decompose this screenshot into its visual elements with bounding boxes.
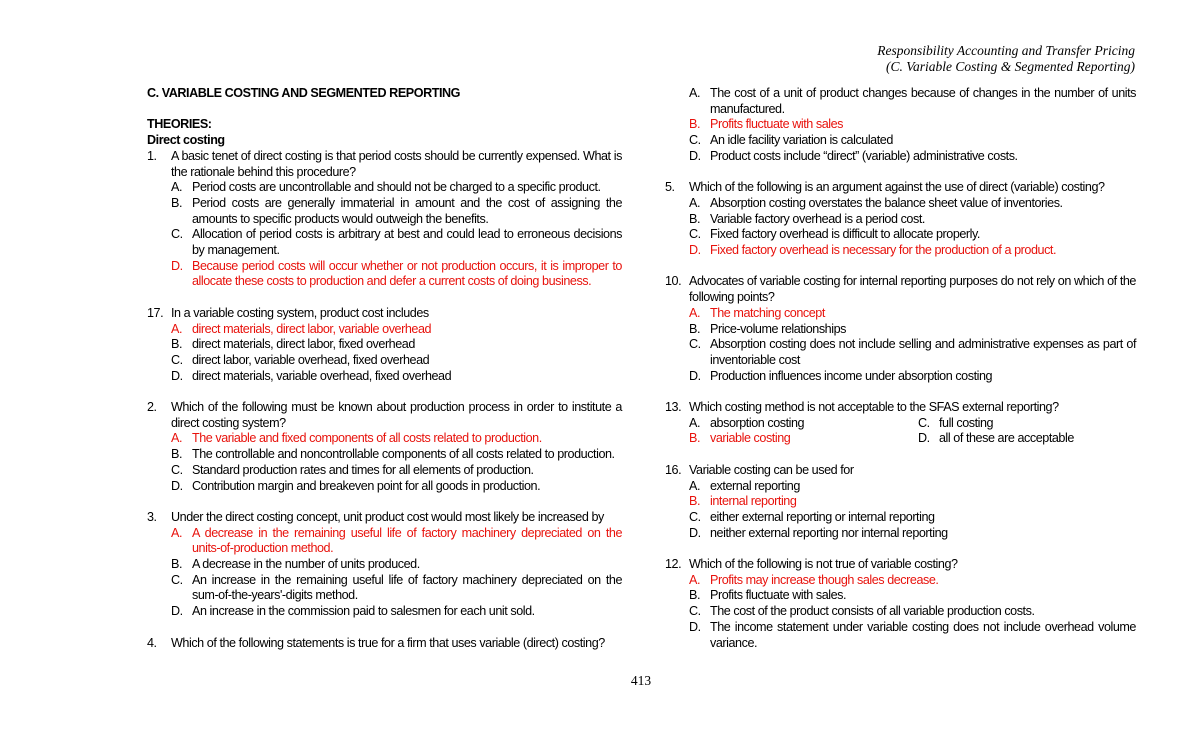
option-text: An increase in the remaining useful life of factory machinery depreciated on the sum-of-the-years'-digits method. xyxy=(192,572,622,603)
option-a-answer xyxy=(665,573,1136,589)
option-b xyxy=(147,447,622,463)
option-letter: C. xyxy=(689,509,701,524)
option-text: direct labor, variable overhead, fixed overhead xyxy=(192,352,430,367)
option-text: Because period costs will occur whether or not production occurs, it is improper to allocate these costs to production and defer a current costs of doing business. xyxy=(192,258,622,289)
question-3 xyxy=(147,510,622,620)
option-letter: D. xyxy=(171,258,183,273)
question-stem xyxy=(665,400,1136,416)
option-d xyxy=(147,604,622,620)
question-text: Which of the following is an argument against the use of direct (variable) costing? xyxy=(689,180,1105,195)
option-b xyxy=(665,322,1136,338)
option-letter: B. xyxy=(171,337,182,352)
option-letter: C. xyxy=(171,462,183,477)
question-stem xyxy=(147,400,622,431)
option-d xyxy=(665,620,1136,651)
option-text: Profits fluctuate with sales. xyxy=(710,588,847,603)
option-letter: A. xyxy=(171,431,182,446)
option-text: The income statement under variable costing does not include overhead volume variance. xyxy=(710,619,1136,650)
question-13 xyxy=(665,400,1136,447)
option-letter: A. xyxy=(689,305,700,320)
option-text: The cost of a unit of product changes because of changes in the number of units manufactured. xyxy=(710,86,1136,116)
question-16 xyxy=(665,463,1136,542)
option-d xyxy=(665,149,1136,165)
option-letter: A. xyxy=(689,415,700,430)
theories-label: THEORIES: xyxy=(147,117,212,132)
option-d xyxy=(147,369,622,385)
question-2 xyxy=(147,400,622,494)
option-a xyxy=(147,180,622,196)
option-text: Profits fluctuate with sales xyxy=(710,117,843,132)
question-number: 4. xyxy=(147,635,157,650)
option-text: Fixed factory overhead is difficult to allocate properly. xyxy=(710,227,980,242)
option-c xyxy=(665,510,1136,526)
question-5 xyxy=(665,180,1136,259)
header-title: Responsibility Accounting and Transfer Pricing xyxy=(877,43,1135,58)
option-c xyxy=(147,227,622,258)
option-d xyxy=(665,369,1136,385)
running-header xyxy=(877,43,1135,75)
option-letter: A. xyxy=(171,525,182,540)
option-c xyxy=(918,416,1136,432)
option-letter: D. xyxy=(689,148,701,163)
option-d-answer xyxy=(147,259,622,290)
question-number: 1. xyxy=(147,148,157,163)
option-text: Period costs are generally immaterial in amount and the cost of assigning the amounts to specific products would outweigh the benefits. xyxy=(192,195,622,226)
option-text: Absorption costing overstates the balance sheet value of inventories. xyxy=(710,195,1063,210)
option-letter: B. xyxy=(689,494,700,509)
option-text: Product costs include “direct” (variable) administrative costs. xyxy=(710,148,1018,163)
question-stem xyxy=(665,463,1136,479)
option-letter: B. xyxy=(689,117,700,132)
option-text: The variable and fixed components of all costs related to production. xyxy=(192,431,542,446)
option-a-answer xyxy=(665,306,1136,322)
question-text: In a variable costing system, product cost includes xyxy=(171,305,429,320)
question-stem xyxy=(665,557,1136,573)
option-text: full costing xyxy=(939,415,994,430)
page-number: 413 xyxy=(630,673,652,688)
question-12 xyxy=(665,557,1136,651)
option-d xyxy=(665,526,1136,542)
question-17 xyxy=(147,306,622,385)
option-letter: C. xyxy=(689,337,701,352)
option-letter: B. xyxy=(689,321,700,336)
question-number: 16. xyxy=(665,462,682,477)
option-text: The matching concept xyxy=(710,305,825,320)
option-letter: D. xyxy=(689,525,701,540)
question-text: Which of the following is not true of variable costing? xyxy=(689,557,958,572)
option-text: direct materials, variable overhead, fixed overhead xyxy=(192,368,452,383)
question-number: 2. xyxy=(147,400,157,415)
question-number: 10. xyxy=(665,274,682,289)
question-4-continued xyxy=(665,86,1136,165)
option-text: absorption costing xyxy=(710,415,805,430)
question-stem xyxy=(665,180,1136,196)
option-text: A decrease in the remaining useful life of factory machinery depreciated on the units-of-production method. xyxy=(192,525,622,556)
option-a xyxy=(665,196,1136,212)
option-b-answer xyxy=(665,117,1136,133)
option-letter: B. xyxy=(689,431,700,446)
option-b xyxy=(147,196,622,227)
option-letter: C. xyxy=(171,352,183,367)
question-number: 17. xyxy=(147,305,164,320)
option-text: Price-volume relationships xyxy=(710,321,846,336)
option-letter: B. xyxy=(171,557,182,572)
option-b-answer xyxy=(689,431,918,447)
option-c xyxy=(665,227,1136,243)
question-text: Which of the following statements is true for a firm that uses variable (direct) costing? xyxy=(171,635,605,650)
header-subtitle: (C. Variable Costing & Segmented Reporting) xyxy=(886,59,1135,74)
option-c xyxy=(147,353,622,369)
question-text: Advocates of variable costing for internal reporting purposes do not rely on which of the following points? xyxy=(689,274,1136,305)
option-text: either external reporting or internal reporting xyxy=(710,509,935,524)
option-b xyxy=(147,337,622,353)
option-d-answer xyxy=(665,243,1136,259)
option-b-answer xyxy=(665,494,1136,510)
question-number: 13. xyxy=(665,400,682,415)
question-1 xyxy=(147,149,622,290)
option-letter: D. xyxy=(689,619,701,634)
option-letter: C. xyxy=(689,604,701,619)
option-grid xyxy=(665,416,1136,447)
question-number: 3. xyxy=(147,509,157,524)
option-letter: A. xyxy=(689,86,700,100)
option-letter: C. xyxy=(918,415,930,430)
option-c xyxy=(147,573,622,604)
question-stem xyxy=(147,636,622,652)
option-text: external reporting xyxy=(710,478,800,493)
option-text: The controllable and noncontrollable components of all costs related to production. xyxy=(192,447,615,462)
option-letter: B. xyxy=(689,588,700,603)
question-text: Which of the following must be known about production process in order to institute a direct costing system? xyxy=(171,400,622,430)
question-text: Variable costing can be used for xyxy=(689,462,854,477)
option-c xyxy=(665,337,1136,368)
question-number: 5. xyxy=(665,180,675,195)
option-text: Allocation of period costs is arbitrary at best and could lead to erroneous decisions by management. xyxy=(192,227,622,258)
question-stem xyxy=(147,306,622,322)
option-d xyxy=(918,431,1136,447)
option-text: direct materials, direct labor, fixed overhead xyxy=(192,337,415,352)
option-text: Contribution margin and breakeven point for all goods in production. xyxy=(192,478,541,493)
option-letter: D. xyxy=(171,368,183,383)
option-letter: D. xyxy=(171,478,183,493)
right-column xyxy=(665,86,1136,651)
option-text: variable costing xyxy=(710,431,791,446)
option-text: A decrease in the number of units produced. xyxy=(192,557,420,572)
question-stem xyxy=(147,149,622,180)
section-title: C. VARIABLE COSTING AND SEGMENTED REPORTING xyxy=(147,86,461,100)
option-text: direct materials, direct labor, variable overhead xyxy=(192,321,432,336)
question-10 xyxy=(665,274,1136,384)
option-letter: A. xyxy=(171,321,182,336)
option-c xyxy=(665,604,1136,620)
option-a xyxy=(665,479,1136,495)
option-text: Period costs are uncontrollable and should not be charged to a specific product. xyxy=(192,180,601,195)
option-b xyxy=(665,588,1136,604)
option-text: Variable factory overhead is a period cost. xyxy=(710,211,925,226)
option-a-answer xyxy=(147,322,622,338)
question-text: Which costing method is not acceptable to the SFAS external reporting? xyxy=(689,400,1059,415)
question-number: 12. xyxy=(665,557,682,572)
option-letter: C. xyxy=(171,572,183,587)
option-letter: C. xyxy=(171,227,183,242)
option-text: Profits may increase though sales decrease. xyxy=(710,572,939,587)
option-a xyxy=(665,86,1136,117)
option-c xyxy=(665,133,1136,149)
option-text: neither external reporting nor internal reporting xyxy=(710,525,948,540)
option-text: Fixed factory overhead is necessary for the production of a product. xyxy=(710,243,1057,258)
option-letter: B. xyxy=(171,195,182,210)
option-letter: D. xyxy=(689,243,701,258)
option-d xyxy=(147,479,622,495)
question-stem xyxy=(665,274,1136,305)
option-text: internal reporting xyxy=(710,494,797,509)
option-a-answer xyxy=(147,431,622,447)
question-text: A basic tenet of direct costing is that period costs should be currently expensed. What is the rationale behind this procedure? xyxy=(171,148,622,179)
option-c xyxy=(147,463,622,479)
option-letter: B. xyxy=(171,447,182,462)
left-column xyxy=(147,86,622,651)
option-text: Standard production rates and times for all elements of production. xyxy=(192,462,534,477)
option-text: An idle facility variation is calculated xyxy=(710,133,893,148)
option-letter: C. xyxy=(689,133,701,148)
option-letter: D. xyxy=(918,431,930,446)
option-b xyxy=(665,212,1136,228)
option-text: all of these are acceptable xyxy=(939,431,1074,446)
option-text: The cost of the product consists of all variable production costs. xyxy=(710,604,1035,619)
option-letter: D. xyxy=(171,604,183,619)
option-letter: A. xyxy=(171,180,182,195)
option-a xyxy=(689,416,918,432)
option-text: Production influences income under absorption costing xyxy=(710,368,993,383)
option-letter: A. xyxy=(689,195,700,210)
option-letter: A. xyxy=(689,572,700,587)
question-stem xyxy=(147,510,622,526)
option-letter: A. xyxy=(689,478,700,493)
option-a-answer xyxy=(147,526,622,557)
option-letter: D. xyxy=(689,368,701,383)
option-text: Absorption costing does not include selling and administrative expenses as part of inventoriable cost xyxy=(710,337,1136,367)
option-letter: C. xyxy=(689,227,701,242)
subheading-direct-costing: Direct costing xyxy=(147,133,225,148)
question-4 xyxy=(147,636,622,652)
option-text: An increase in the commission paid to salesmen for each unit sold. xyxy=(192,604,535,619)
question-text: Under the direct costing concept, unit product cost would most likely be increased by xyxy=(171,509,604,524)
option-b xyxy=(147,557,622,573)
option-letter: B. xyxy=(689,211,700,226)
